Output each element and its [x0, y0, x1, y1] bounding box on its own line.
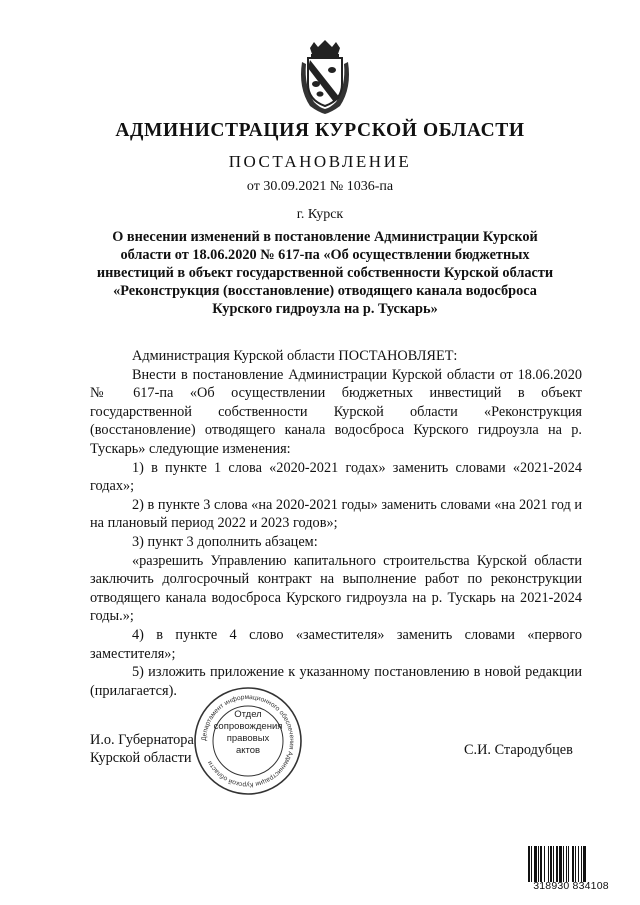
body-paragraph: «разрешить Управлению капитального строительства Курской области заключить долгосрочный контракт на выполнение работ по реконструкции отводящего канала водосброса Курского гидроузла на р. Тускарь на 2021-2024 годы.»;: [90, 552, 582, 625]
body-paragraph: 3) пункт 3 дополнить абзацем:: [132, 533, 318, 550]
stamp-line: правовых: [226, 733, 270, 744]
barcode-bar: [528, 846, 530, 882]
document-body: [90, 347, 582, 700]
stamp-line: Отдел: [234, 709, 262, 720]
barcode-bar: [583, 846, 586, 882]
barcode-bar: [568, 846, 569, 882]
body-paragraph: 5) изложить приложение к указанному постановлению в новой редакции (прилагается).: [90, 664, 582, 699]
stamp-line: сопровождения: [213, 721, 283, 732]
barcode-bar: [534, 846, 537, 882]
barcode-bar: [550, 846, 552, 882]
organization-title: АДМИНИСТРАЦИЯ КУРСКОЙ ОБЛАСТИ: [115, 120, 525, 141]
barcode-bar: [556, 846, 558, 882]
body-paragraph: 2) в пункте 3 слова «на 2020-2021 годы» заменить словами «на 2021 год и на плановый период 2022 и 2023 годов»;: [90, 496, 582, 532]
barcode-bar: [578, 846, 579, 882]
barcode-bar: [544, 846, 545, 882]
barcode-number: 318930 834108: [533, 880, 609, 892]
document-date-number: от 30.09.2021 № 1036-па: [246, 179, 394, 194]
barcode-bar: [553, 846, 554, 882]
barcode-bar: [538, 846, 539, 882]
barcode-bar: [548, 846, 549, 882]
barcode-bar: [566, 846, 567, 882]
barcode-bar: [559, 846, 562, 882]
body-paragraph: Внести в постановление Администрации Курской области от 18.06.2020 № 617-па «Об осуществлении бюджетных инвестиций в объект государственной собственности Курской области «Реконструкция (восстановление) отводящего канала водосброса Курского гидроузла на р. Тускарь» следующие изменения:: [90, 366, 582, 457]
document-type: ПОСТАНОВЛЕНИЕ: [228, 152, 412, 171]
signatory-position-line: Курской области: [90, 750, 192, 766]
signatory-position: [90, 731, 194, 767]
signatory-name: С.И. Стародубцев: [464, 742, 573, 758]
barcode-bar: [540, 846, 542, 882]
stamp-ring-text: Департамент информационного обеспечения Администрации Курской области: [200, 693, 296, 789]
kursk-coat-of-arms-icon: [296, 40, 354, 116]
barcode-bar: [531, 846, 532, 882]
barcode-bar: [575, 846, 576, 882]
body-paragraph: 1) в пункте 1 слова «2020-2021 годах» заменить словами «2021-2024 годах»;: [90, 459, 582, 495]
body-paragraph: Администрация Курской области ПОСТАНОВЛЯЕТ:: [132, 348, 458, 364]
document-city: г. Курск: [296, 207, 344, 222]
barcode-bar: [563, 846, 564, 882]
official-stamp: [192, 685, 304, 797]
barcode-bar: [581, 846, 582, 882]
signatory-position-line: И.о. Губернатора: [90, 732, 194, 748]
stamp-line: актов: [235, 745, 261, 756]
barcode-icon: [528, 846, 614, 882]
barcode-bar: [572, 846, 574, 882]
stamp-center-text: [192, 709, 304, 757]
document-subject: О внесении изменений в постановление Администрации Курской области от 18.06.2020 № 617-па «Об осуществлении бюджетных инвестиций в объект государственной собственности Курской области «Реконструкция (восстановление) отводящего канала водосброса Курского гидроузла на р. Тускарь»: [96, 229, 554, 317]
body-paragraph: 4) в пункте 4 слово «заместителя» заменить словами «первого заместителя»;: [90, 626, 582, 662]
